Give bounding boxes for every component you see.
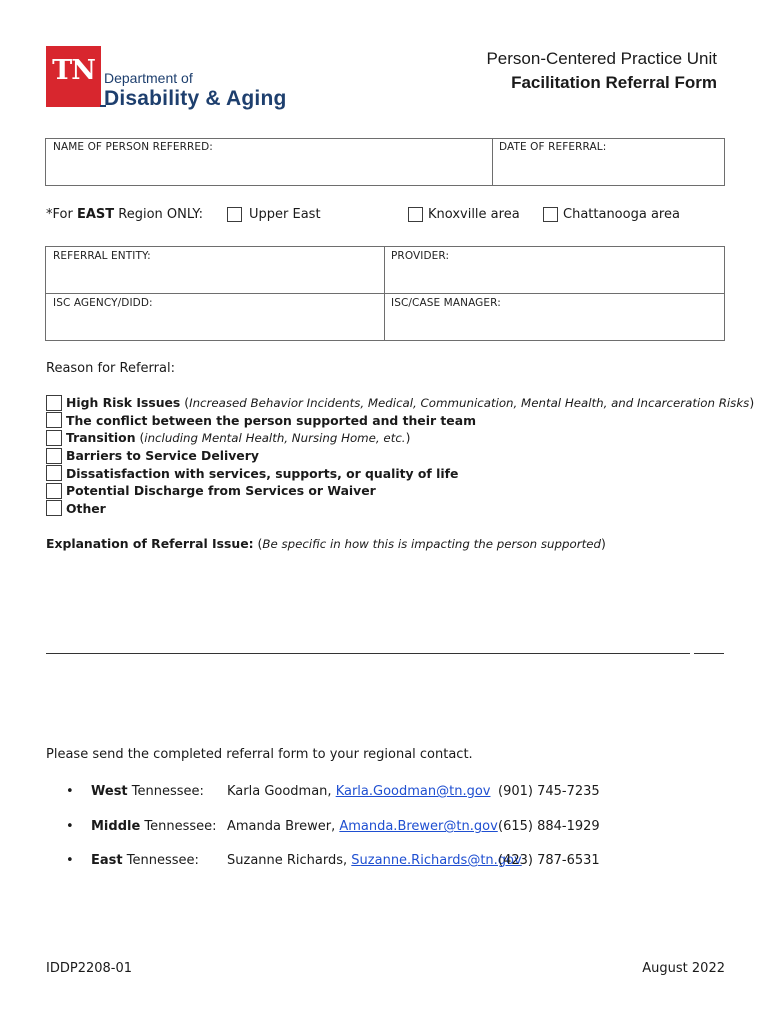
contact-person: Karla Goodman, xyxy=(227,784,336,799)
reason-dissatisfaction[interactable] xyxy=(46,464,726,482)
region-name: East xyxy=(91,853,123,868)
contact-east xyxy=(46,853,746,873)
isc-manager-label: ISC/CASE MANAGER: xyxy=(391,297,501,309)
explanation-title: Explanation of Referral Issue: xyxy=(46,536,254,551)
details-col-divider xyxy=(384,246,385,341)
region-option-label: Chattanooga area xyxy=(563,207,680,222)
region-option-upper-east[interactable] xyxy=(227,207,321,222)
name-field[interactable] xyxy=(46,155,491,185)
reason-transition[interactable]: Transition ( including Mental Health, Nursing Home, etc. ) xyxy=(46,429,726,447)
contact-name xyxy=(227,853,522,868)
east-region-label xyxy=(46,207,203,222)
form-code: IDDP2208-01 xyxy=(46,961,133,976)
bullet-icon: • xyxy=(66,784,74,799)
name-field-label: NAME OF PERSON REFERRED: xyxy=(53,141,213,153)
region-option-label: Upper East xyxy=(249,207,321,222)
isc-manager-field[interactable] xyxy=(386,311,724,340)
region-suffix: Tennessee: xyxy=(127,784,204,799)
contact-email-link[interactable]: Karla.Goodman@tn.gov xyxy=(335,784,491,799)
reason-label: Dissatisfaction with services, supports, or quality of life xyxy=(66,465,459,481)
reason-other[interactable] xyxy=(46,500,726,518)
reason-high-risk[interactable]: High Risk Issues ( Increased Behavior Incidents, Medical, Communication, Mental Health, and Incarceration Risks ) xyxy=(46,394,726,412)
region-option-knoxville[interactable] xyxy=(408,207,520,222)
referral-entity-field[interactable] xyxy=(46,264,383,292)
reason-label: Barriers to Service Delivery xyxy=(66,448,259,464)
contact-name xyxy=(227,819,498,834)
tn-logo-mark xyxy=(46,46,101,107)
reason-label: Transition xyxy=(66,430,136,446)
logo-line-2: Disability & Aging xyxy=(104,87,287,110)
contact-region xyxy=(91,784,204,799)
region-option-label: Knoxville area xyxy=(428,207,520,222)
contact-west xyxy=(46,784,746,804)
contact-email-link[interactable]: Amanda.Brewer@tn.gov xyxy=(339,819,498,834)
reason-title: Reason for Referral: xyxy=(46,361,175,376)
isc-agency-label: ISC AGENCY/DIDD: xyxy=(53,297,153,309)
reason-label: Potential Discharge from Services or Waiver xyxy=(66,483,376,499)
checkbox-icon[interactable] xyxy=(46,448,62,464)
reason-note: including Mental Health, Nursing Home, etc. xyxy=(144,430,406,445)
explanation-note: Be specific in how this is impacting the person supported xyxy=(262,537,601,551)
explanation-field[interactable] xyxy=(46,560,724,650)
bullet-icon: • xyxy=(66,819,74,834)
referral-entity-label: REFERRAL ENTITY: xyxy=(53,250,151,262)
contact-middle xyxy=(46,819,746,839)
checkbox-icon[interactable] xyxy=(46,483,62,499)
form-date: August 2022 xyxy=(642,961,725,976)
reason-discharge[interactable] xyxy=(46,482,726,500)
contact-phone: (901) 745-7235 xyxy=(498,784,600,799)
contact-phone: (615) 884-1929 xyxy=(498,819,600,834)
contact-person: Suzanne Richards, xyxy=(227,853,352,868)
reason-label: The conflict between the person supported and their team xyxy=(66,412,476,428)
checkbox-icon[interactable] xyxy=(543,207,558,222)
checkbox-icon[interactable] xyxy=(46,465,62,481)
provider-field[interactable] xyxy=(386,264,724,292)
region-suffix: Tennessee: xyxy=(122,853,199,868)
east-region-prefix: *For xyxy=(46,207,77,222)
checkbox-icon[interactable] xyxy=(46,412,62,428)
reason-label: High Risk Issues xyxy=(66,395,181,411)
details-row-divider xyxy=(45,293,725,294)
region-option-chattanooga[interactable] xyxy=(543,207,680,222)
explanation-label: Explanation of Referral Issue: (Be specific in how this is impacting the person supported) xyxy=(46,536,606,551)
reason-list xyxy=(46,394,755,517)
explanation-underline xyxy=(46,653,724,654)
reason-note: Increased Behavior Incidents, Medical, Communication, Mental Health, and Incarceration Risks xyxy=(189,395,750,410)
region-name: Middle xyxy=(91,819,141,834)
east-region-suffix: Region ONLY: xyxy=(114,207,203,222)
contact-name xyxy=(227,784,490,799)
isc-agency-field[interactable] xyxy=(46,311,383,340)
form-title: Facilitation Referral Form xyxy=(511,73,717,92)
east-region-emphasis: EAST xyxy=(76,207,115,222)
reason-label: Other xyxy=(66,500,106,516)
logo-line-1: Department of xyxy=(104,70,193,86)
underline-gap xyxy=(690,651,694,655)
contact-email-link[interactable]: Suzanne.Richards@tn.gov xyxy=(351,853,522,868)
unit-title: Person-Centered Practice Unit xyxy=(486,49,717,68)
date-field[interactable] xyxy=(493,155,724,185)
bullet-icon: • xyxy=(66,853,74,868)
contact-region xyxy=(91,853,199,868)
logo-mark-text: TN xyxy=(52,55,95,86)
contact-phone: (423) 787-6531 xyxy=(498,853,600,868)
region-suffix: Tennessee: xyxy=(140,819,217,834)
reason-barriers[interactable] xyxy=(46,447,726,465)
send-instructions: Please send the completed referral form to your regional contact. xyxy=(46,747,473,762)
checkbox-icon[interactable] xyxy=(46,500,62,516)
provider-label: PROVIDER: xyxy=(391,250,450,262)
contact-person: Amanda Brewer, xyxy=(227,819,340,834)
date-field-label: DATE OF REFERRAL: xyxy=(499,141,607,153)
region-name: West xyxy=(91,784,128,799)
checkbox-icon[interactable] xyxy=(227,207,242,222)
contact-region xyxy=(91,819,217,834)
department-logo xyxy=(46,46,286,112)
reason-conflict[interactable] xyxy=(46,412,726,430)
checkbox-icon[interactable] xyxy=(408,207,423,222)
checkbox-icon[interactable] xyxy=(46,430,62,446)
checkbox-icon[interactable] xyxy=(46,395,62,411)
